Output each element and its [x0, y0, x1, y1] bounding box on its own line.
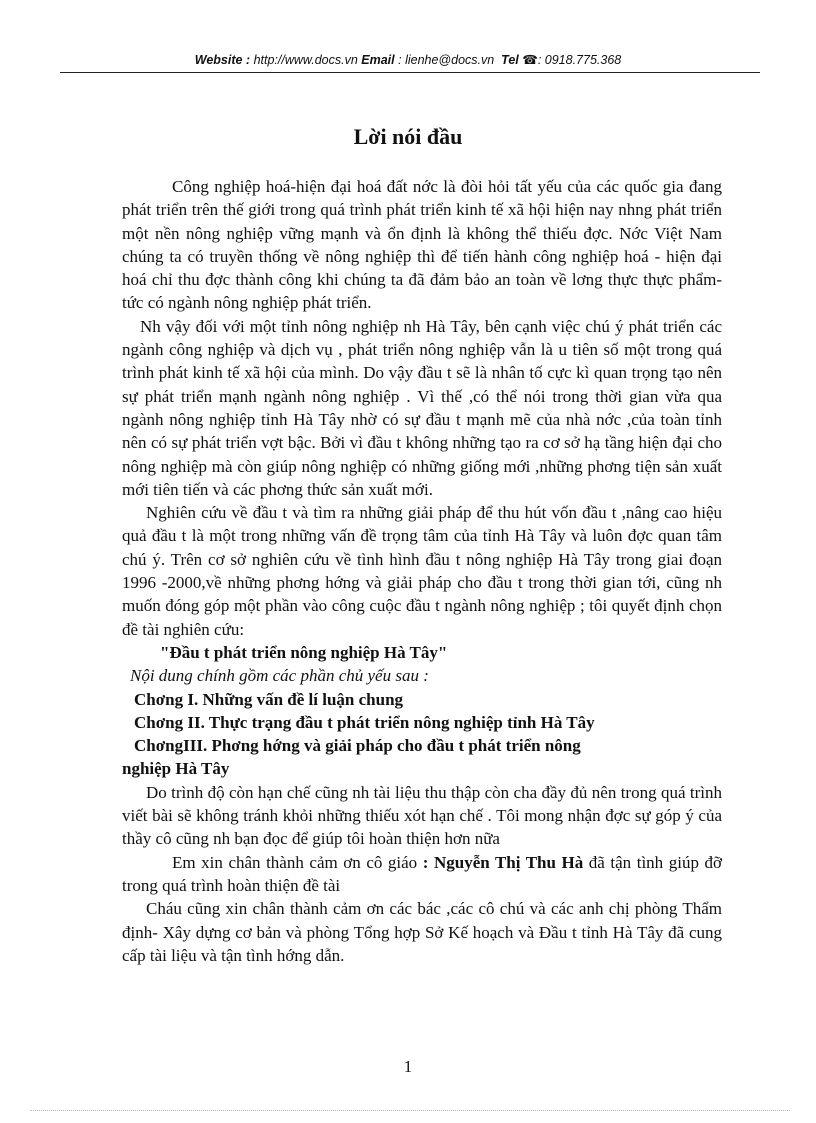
closing-paragraph: Do trình độ còn hạn chế cũng nh tài liệu thu thập còn cha đầy đủ nên trong quá trình viết bài sẽ không tránh khỏi những thiếu xót hạn chế . Tôi mong nhận đợc sự góp ý của thầy cô cũng nh bạn đọc để giúp tôi hoàn thiện hơn nữa	[122, 782, 722, 849]
website-link[interactable]: http://www.docs.vn	[253, 53, 358, 67]
thanks-paragraph	[122, 851, 722, 898]
website-label: Website :	[194, 53, 251, 67]
page-number: 1	[403, 1057, 413, 1076]
email-label: Email	[361, 53, 395, 67]
tel-label: Tel	[501, 53, 519, 67]
chapter-item: Chơng I. Những vấn đề lí luận chung	[134, 689, 404, 709]
tel-value: : 0918.775.368	[537, 53, 622, 67]
email-link[interactable]: : lienhe@docs.vn	[398, 53, 495, 67]
body-paragraph: Nghiên cứu về đầu t và tìm ra những giải pháp để thu hút vốn đầu t ,nâng cao hiệu quả đầu t là một trong những vấn đề trọng tâm của tỉnh Hà Tây và luôn đợc quan tâm chú ý. Trên cơ sở nghiên cứu về tình hình đầu t nông nghiệp Hà Tây trong giai đoạn 1996 -2000,về những phơng hớng và giải pháp cho đầu t trong thời gian tới, cũng nh muốn đóng góp một phần vào công cuộc đầu t ngành nông nghiệp ; tôi quyết định chọn đề tài nghiên cứu:	[122, 503, 722, 639]
thanks-text-end: đã tận tình giúp đỡ trong quá trình hoàn thiện đề tài	[122, 852, 722, 895]
chapter-item: ChơngIII. Phơng hớng và giải pháp cho đầu t phát triển nông	[134, 736, 581, 756]
thanks-text: Em xin chân thành cảm ơn cô giáo	[172, 852, 418, 872]
chapter-item-continuation: nghiệp Hà Tây	[122, 759, 230, 779]
teacher-name: : Nguyễn Thị Thu Hà	[422, 852, 584, 872]
chapter-item: Chơng II. Thực trạng đầu t phát triển nông nghiệp tỉnh Hà Tây	[134, 712, 595, 732]
body-paragraph: Nh vậy đối với một tỉnh nông nghiệp nh Hà Tây, bên cạnh việc chú ý phát triển các ngành công nghiệp và dịch vụ , phát triển nông nghiệp vẫn là u tiên số một trong quá trình phát kinh tế xã hội của mình. Do vậy đầu t sẽ là nhân tố cực kì quan trọng tạo nên sự phát triển mạnh ngành nông nghiệp . Vì thế ,có thể nói trong thời gian vừa qua ngành nông nghiệp tỉnh Hà Tây nhờ có sự đầu t mạnh mẽ của nhà nớc ,của toàn tỉnh nên có sự phát triển vợt bậc. Bởi vì đầu t không những tạo ra cơ sở hạ tầng hiện đại cho nông nghiệp mà còn giúp nông nghiệp có những giống mới ,những phơng tiện sản xuất mới tiên tiến và các phơng thức sản xuất mới.	[122, 316, 722, 499]
document-body	[122, 175, 722, 967]
phone-icon: ☎	[522, 53, 538, 67]
contents-heading: Nội dung chính gồm các phần chủ yếu sau :	[130, 666, 429, 686]
header-divider	[60, 72, 760, 73]
document-title: Lời nói đầu	[353, 124, 463, 149]
final-paragraph: Cháu cũng xin chân thành cảm ơn các bác ,các cô chú và các anh chị phòng Thẩm định- Xây dựng cơ bản và phòng Tổng hợp Sở Kế hoạch và Đầu t tỉnh Hà Tây đã cung cấp tài liệu và tận tình hớng dẫn.	[122, 899, 722, 965]
footer-divider	[30, 1110, 790, 1111]
intro-paragraph: Công nghiệp hoá-hiện đại hoá đất nớc là đòi hỏi tất yếu của các quốc gia đang phát triển trên thế giới trong quá trình phát triển kinh tế xã hội hiện nay nhng phát triển một nền nông nghiệp vững mạnh và ổn định là không thể thiếu đợc. Nớc Việt Nam chúng ta có truyền thống về nông nghiệp thì để tiến hành công nghiệp hoá - hiện đại hoá chỉ thu đợc thành công khi chúng ta đã đảm bảo an toàn về lơng thực thực phẩm- tức có ngành nông nghiệp phát triển.	[122, 177, 722, 313]
topic-title: "Đầu t phát triển nông nghiệp Hà Tây"	[160, 642, 448, 662]
page-header	[0, 52, 816, 67]
